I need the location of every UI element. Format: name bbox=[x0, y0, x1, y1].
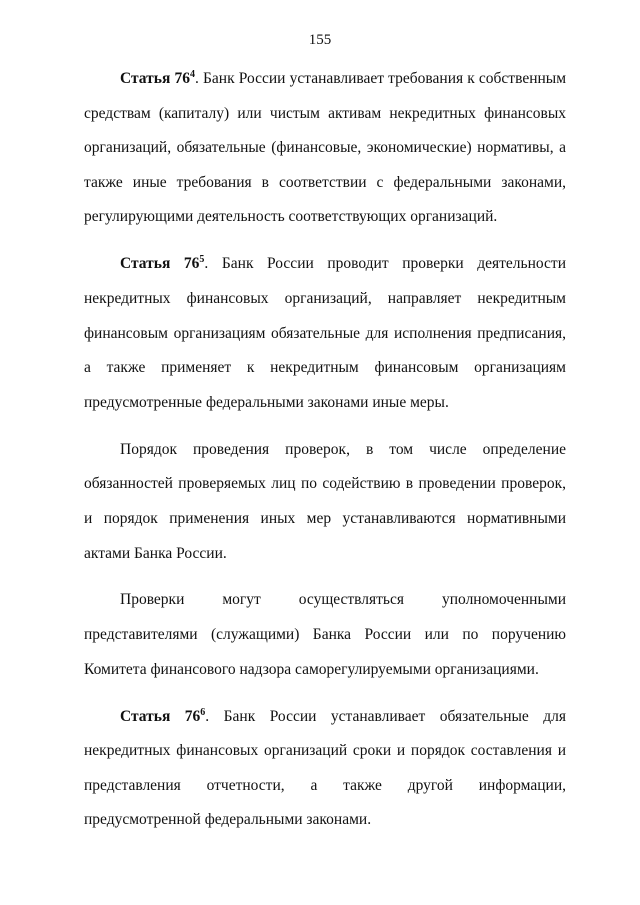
article-superscript: 4 bbox=[189, 68, 195, 80]
page-number: 155 bbox=[308, 32, 332, 48]
paragraph-text: Банк России устанавливает обязательные для некредитных финансовых организаций сроки и порядок составления и представления отчетности, а также другой информации, предусмотренной федеральными законами. bbox=[84, 707, 567, 829]
paragraph-text: Банк России проводит проверки деятельности некредитных финансовых организаций, направляет некредитным финансовым организациям обязательные для исполнения предписания, а также применяет к некредитным финансовым организациям предусмотренные федеральными законами иные меры. bbox=[84, 255, 566, 411]
paragraph-text: Порядок проведения проверок, в том числе определение обязанностей проверяемых лиц по содействию в проведении проверок, и порядок применения иных мер устанавливаются нормативными актами Банка России. bbox=[84, 440, 566, 562]
paragraph-text: Проверки могут осуществляться уполномоченными представителями (служащими) Банка России или по поручению Комитета финансового надзора саморегулируемыми организациями. bbox=[84, 591, 566, 678]
paragraph-article-76-6: Статья $76^6$. Банк России устанавливает обязательные для некредитных финансовых организаций сроки и порядок составления и представления отчетности, а также другой информации, предусмотренной федеральными законами. bbox=[84, 706, 567, 829]
article-label: Статья $76^4$ bbox=[120, 68, 195, 87]
paragraph-article-76-4: Статья $76^4$. Банк России устанавливает требования к собственным средствам (капиталу) или чистым активам некредитных финансовых организаций, обязательные (финансовые, экономические) нормативы, а также иные требования в соответствии с федеральными законами, регулирующими деятельность соответствующих организаций. bbox=[84, 68, 567, 226]
paragraph-inspection-procedure bbox=[84, 433, 566, 571]
paragraph-text: Банк России устанавливает требования к собственным средствам (капиталу) или чистым активам некредитных финансовых организаций, обязательные (финансовые, экономические) нормативы, а также иные требования в соответствии с федеральными законами, регулирующими деятельность соответствующих организаций. bbox=[84, 70, 567, 226]
paragraph-article-76-5: Статья $76^5$. Банк России проводит проверки деятельности некредитных финансовых организаций, направляет некредитным финансовым организациям обязательные для исполнения предписания, а также применяет к некредитным финансовым организациям предусмотренные федеральными законами иные меры. bbox=[84, 254, 566, 411]
article-label: Статья $76^5$ bbox=[120, 254, 205, 273]
document-body bbox=[84, 62, 566, 838]
article-label: Статья $76^6$ bbox=[120, 706, 206, 725]
article-superscript: 6 bbox=[200, 706, 206, 718]
article-superscript: 5 bbox=[199, 254, 205, 266]
paragraph-inspections-performers bbox=[84, 583, 566, 687]
